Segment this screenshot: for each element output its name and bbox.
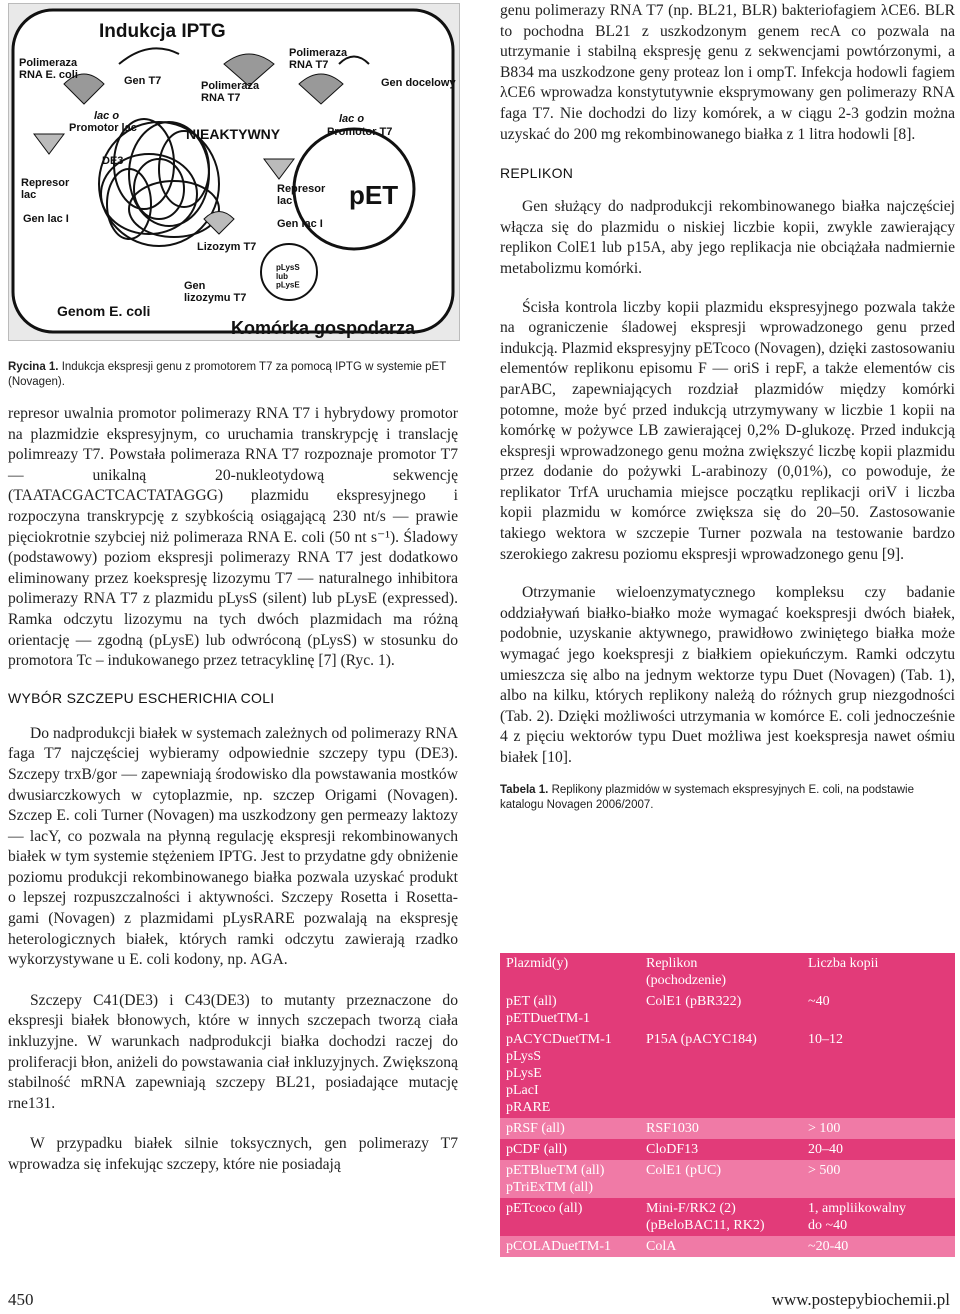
table-row [500,1198,955,1236]
label-gen-laci-left: Gen lac I [23,213,69,225]
label-gen-laci-right: Gen lac I [277,218,323,230]
table-row [500,1236,955,1257]
left-paragraph-4: W przypadku białek silnie toksycznych, gen polimerazy T7 wprowadza się infekując szczepy, które nie posiadają [8,1135,458,1173]
table-row [500,1029,955,1118]
replicon-table [500,953,955,1257]
table-cell: pCOLADuetTM-1 [500,1236,640,1257]
table-cell: pETcoco (all) [500,1198,640,1236]
table-row [500,1139,955,1160]
table-cell: 10–12 [802,1029,955,1118]
table-cell: 1, ampliikowalny do ~40 [802,1198,955,1236]
left-paragraph-2: Do nadprodukcji białek w systemach zależnych od polimerazy RNA faga T7 najczęściej wybieramy odpowiednie szczepy typu (DE3). Szczepy trxB/gor — zapewniają środowisko dla powstawania mostków dwusiarczkowych w cytoplazmie, np. szczep Origami (Novagen). Szczep E. coli Turner (Novagen) ma uszkodzony gen permeazy laktozy — lacY, co pozwala na płynną regulację ekspresji rekombinowanych białek w tym systemie stężeniem IPTG. Jest to przydatne gdy obniżenie poziomu produkcji rekombinowanego białka pozwala uzyskać produkt o lepszej rozpuszczalności i aktywności. Szczepy Rosetta i Rosetta-gami (Novagen) z plazmidami pLysRARE pozwalają na ekspresję heterologicznych białek, których ramki odczytu zawierają rzadko wykorzystywane u E. coli kodony, np. AGA. [8,724,458,969]
label-represor-lac-right: Represor lac [277,183,326,208]
page-number: 450 [8,1290,34,1309]
figure-ryc1 [8,3,460,341]
label-lac-o-left: lac o [94,110,120,122]
iptg-induction-diagram [9,4,459,340]
table-cell: CloDF13 [640,1139,802,1160]
label-de3: DE3 [102,155,124,167]
table-cell: P15A (pACYC184) [640,1029,802,1118]
right-paragraph-4: Otrzymanie wieloenzymatycznego kompleksu czy badanie oddziaływań białko-białko może wymagać koekspresji dwóch białek, podobnie, uzyskanie aktywnego, prawidłowo zwiniętego białka może wymagać jego koekspresji z białkiem opiekuńczym. Ramki odczytu umieszcza się albo na jednym wektorze typu Duet (Novagen) (Tab. 1), albo na kilku, których replikony należą do różnych grup niezgodności (Tab. 2). Dzięki możliwości utrzymania w komórce E. coli jednocześnie 4 z pięciu wektorów typu Duet możliwa jest koekspresja nawet ośmiu białek [10]. [500,584,955,766]
table-cell: > 500 [802,1160,955,1198]
label-lizozym: Lizozym T7 [197,241,257,253]
label-polimeraza-t7: Polimeraza RNA T7 [201,80,260,105]
caption-text: Indukcja ekspresji genu z promotorem T7 za pomocą IPTG w systemie pET (Novagen). [8,361,447,388]
table-cell: pRSF (all) [500,1118,640,1139]
right-paragraph-1: genu polimerazy RNA T7 (np. BL21, BLR) bakteriofagiem λCE6. BLR to pochodna BL21 z uszkodzonym genem recA co pozwala na utrzymanie i stabilną ekspresję genu z sekwencjami powtórzonymi, a B834 ma uszkodzone geny proteaz lon i ompT. Infekcja hodowli fagiem λCE6 wprowadza konstytutywnie eksprymowany gen polimerazy RNA faga T7. Nie dochodzi do lizy komórek, a w ciągu 2-3 godzin można uzyskać do 200 mg rekombinowanego białka z 1 litra hodowli [8]. [500,2,955,143]
table-caption-text: Replikony plazmidów w systemach ekspresyjnych E. coli, na podstawie katalogu Novagen 2006/2007. [500,783,914,811]
label-plys: pLysS lub pLysE [276,263,300,290]
table-cell: pETBlueTM (all) pTriExTM (all) [500,1160,640,1198]
left-column [8,360,458,1176]
right-paragraph-2: Gen służący do nadprodukcji rekombinowanego białka najczęściej włącza się do plazmidu o niskiej liczbie kopii, zwykle zawierający replikon ColE1 lub p15A, aby jego replikacja nie obciążała nadmiernie metabolizmu komórki. [500,198,955,277]
section-heading-replikon: REPLIKON [500,165,574,182]
label-pet: pET [349,180,399,210]
table-caption [500,783,955,813]
label-genom: Genom E. coli [57,303,151,319]
table-header-row [500,953,955,991]
table-cell: ~40 [802,991,955,1029]
section-heading-strain: WYBÓR SZCZEPU ESCHERICHIA COLI [8,689,275,706]
left-paragraph-1: represor uwalnia promotor polimerazy RNA T7 i hybrydowy promotor na plazmidzie ekspresyjnym, co uruchamia transkrypcję i translację polimreazy T7. Powstała polimeraza RNA T7 rozpoznaje promotor T7 — unikalną 20-nukleotydową sekwencję (TAATACGACTCACTATAGGG) plazmidu ekspresyjnego i rozpoczyna transkrypcję z szybkością osiągającą 230 nt/s — prawie pięciokrotnie szybciej niż polimeraza RNA E. coli (50 nt s⁻¹). Śladowy (podstawowy) poziom ekspresji polimerazy RNA T7 jest dodatkowo eliminowany przez koekspresję lizozymu T7 — naturalnego inhibitora polimerazy RNA T7 z plazmidu pLysS (silent) lub pLysE (expressed). Ramka odczytu lizozymu na tych dwóch plazmidach ma różną orientację — zgodną (pLysE) lub odwróconą (pLysS) w stosunku do promotora Tc – indukowanego przez tetracyklinę [7] (Ryc. 1). [8,405,458,670]
table-cell: ~20-40 [802,1236,955,1257]
table-cell: ColE1 (pUC) [640,1160,802,1198]
right-column [500,1,955,813]
table-cell: 20–40 [802,1139,955,1160]
label-gen-docelowy: Gen docelowy [381,77,456,89]
table-cell: ColA [640,1236,802,1257]
table-caption-label: Tabela 1. [500,783,549,796]
table-cell: Mini-F/RK2 (2) (pBeloBAC11, RK2) [640,1198,802,1236]
journal-url[interactable]: www.postepybiochemii.pl [771,1290,950,1309]
table-row [500,991,955,1029]
table-cell: ColE1 (pBR322) [640,991,802,1029]
left-paragraph-3: Szczepy C41(DE3) i C43(DE3) to mutanty przeznaczone do ekspresji białek błonowych, które w innych szczepach tworzą ciała inkluzyjne. W warunkach nadprodukcji białka dochodzi raczej do proliferacji błon, aniżeli do powstawania ciał inkluzyjnych. Zwiększoną stabilność mRNA zapewniają szczepy BL21, posiadające mutację rne131. [8,991,458,1112]
label-nieaktywny: NIEAKTYWNY [186,126,281,142]
figure-title: Indukcja IPTG [99,21,226,42]
table-cell: pACYCDuetTM-1 pLysS pLysE pLacI pRARE [500,1029,640,1118]
figure-caption [8,360,458,390]
table-row [500,1118,955,1139]
caption-label: Rycina 1. [8,361,59,373]
table-row [500,1160,955,1198]
table-header-cell: Replikon (pochodzenie) [640,953,802,991]
table-cell: pET (all) pETDuetTM-1 [500,991,640,1029]
label-polimeraza-ecoli: Polimeraza RNA E. coli [19,57,78,82]
table-cell: > 100 [802,1118,955,1139]
label-lac-o-right: lac o [339,113,365,125]
label-komorka: Komórka gospodarza [231,318,416,338]
table-cell: RSF1030 [640,1118,802,1139]
right-paragraph-3: Ścisła kontrola liczby kopii plazmidu ekspresyjnego pozwala także na ograniczenie śladowej ekspresji wprowadzonego genu przed indukcją. Plazmid ekspresyjny pETcoco (Novagen), dzięki zastosowaniu elementów replikonu episomu F — oriS i repF, a także elementów cis parABC, zapewniających rozdział plazmidów między komórki potomne, może być przed indukcją utrzymywany w liczbie 1 kopii na komórkę w pożywce LB zawierającej 0,2% D-glukozę. Przed indukcją ekspresji wprowadzonego genu można zwiększyć liczbę kopii plazmidu przez dodanie do pożywki L-arabinozy (0,01%), co powoduje, że replikator TrfA uruchamia miejsce początku replikacji oriV i liczba kopii plazmidu w komórce zwiększa się do 20–50. Zastosowanie takiego wektora w szczepie Turner pozwala na testowanie bardzo szerokiego zakresu poziomu ekspresji wprowadzonego genu [9]. [500,298,955,563]
label-gen-lizozymu: Gen lizozymu T7 [184,280,247,305]
table-cell: pCDF (all) [500,1139,640,1160]
table-header-cell: Liczba kopii [802,953,955,991]
label-promotor-t7: Promotor T7 [327,126,393,138]
label-polimeraza-t7-right: Polimeraza RNA T7 [289,47,348,72]
label-represor-lac-left: Represor lac [21,177,70,202]
table-header-cell: Plazmid(y) [500,953,640,991]
label-promotor-lac: Promotor lac [69,122,137,134]
label-gen-t7: Gen T7 [124,75,162,87]
